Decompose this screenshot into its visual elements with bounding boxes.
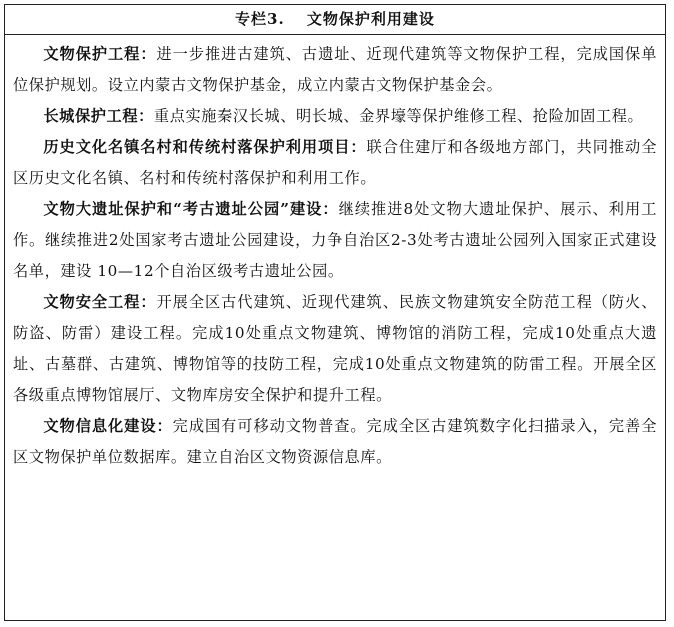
box-title: 专栏3. 文物保护利用建设: [5, 5, 665, 35]
item-heading: 文物安全工程：: [43, 293, 157, 311]
item-heading: 长城保护工程：: [43, 107, 154, 125]
item-archaeological-parks: [13, 194, 657, 287]
item-great-wall-protection: [13, 101, 657, 132]
feature-box: [4, 4, 666, 621]
item-body: 重点实施秦汉长城、明长城、金界壕等保护维修工程、抢险加固工程。: [153, 107, 644, 125]
item-body: 进一步推进古建筑、古遗址、近现代建筑等文物保护工程，完成国保单位保护规划。设立内蒙古文物保护基金，成立内蒙古文物保护基金会。: [13, 45, 657, 94]
item-heading: 历史文化名镇名村和传统村落保护利用项目：: [43, 138, 367, 156]
item-cultural-relic-protection: [13, 39, 657, 101]
item-heading: 文物大遗址保护和“考古遗址公园”建设：: [43, 200, 339, 218]
item-body: 联合住建厅和各级地方部门，共同推动全区历史文化名镇、名村和传统村落保护和利用工作。: [13, 138, 657, 187]
box-content: [5, 35, 665, 473]
item-body: 开展全区古代建筑、近现代建筑、民族文物建筑安全防范工程（防火、防盗、防雷）建设工程。完成10处重点文物建筑、博物馆的消防工程，完成10处重点大遗址、古墓群、古建筑、博物馆等的技防工程，完成10处重点文物建筑的防雷工程。开展全区各级重点博物馆展厅、文物库房安全保护和提升工程。: [13, 293, 657, 404]
item-historic-towns-villages: [13, 132, 657, 194]
item-body: 继续推进8处文物大遗址保护、展示、利用工作。继续推进2处国家考古遗址公园建设，力争自治区2-3处考古遗址公园列入国家正式建设名单，建设 10—12个自治区级考古遗址公园。: [13, 200, 657, 280]
item-body: 完成国有可移动文物普查。完成全区古建筑数字化扫描录入，完善全区文物保护单位数据库。建立自治区文物资源信息库。: [13, 417, 657, 466]
item-heading: 文物保护工程：: [43, 45, 157, 63]
item-relic-informatization: [13, 411, 657, 473]
item-relic-safety: [13, 287, 657, 411]
item-heading: 文物信息化建设：: [43, 417, 173, 435]
